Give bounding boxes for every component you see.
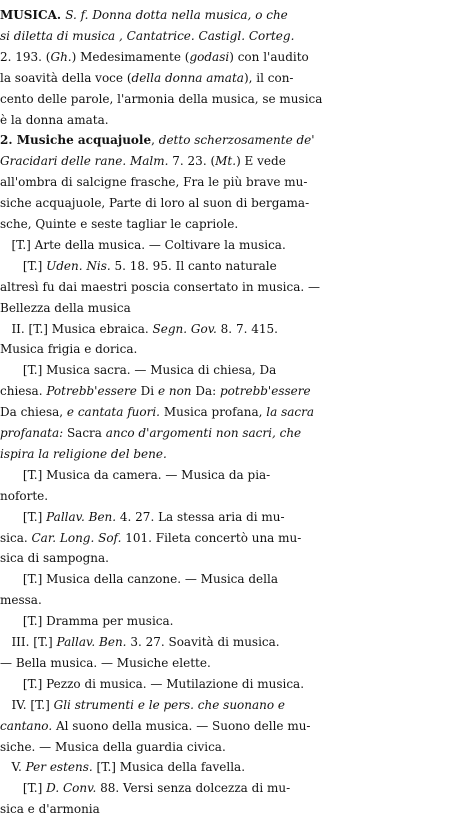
text-run: altresì fu dai maestri poscia consertato in musica. — [0, 279, 321, 294]
text-run: 101. Fileta concertò una mu- [121, 530, 302, 545]
text-run: , [151, 133, 159, 148]
text-run: ispira la religione del bene. [0, 446, 167, 461]
text-run: chiesa. [0, 384, 47, 399]
text-run: sica di sampogna. [0, 551, 109, 566]
text-run: [T.] [0, 781, 47, 796]
text-run: Potrebb'essere [46, 384, 137, 399]
text-run: Gracidari delle rane. Malm. [0, 154, 173, 169]
text-run: noforte. [0, 488, 49, 503]
text-run: la soavità della voce ( [0, 70, 132, 85]
text-run: sica. [0, 530, 32, 545]
text-run: Car. Long. Sof. [31, 530, 122, 545]
text-run: Per estens. [25, 760, 93, 775]
text-run: [T.] Musica della favella. [92, 760, 246, 775]
text-run: 4. 27. La stessa aria di mu- [116, 509, 285, 524]
text-run: ) Medesimamente ( [71, 49, 190, 64]
text-run: è la donna amata. [0, 112, 109, 127]
text-run: Al suono della musica. — Suono delle mu- [52, 718, 311, 733]
text-run: [T.] Musica della canzone. — Musica della [0, 572, 278, 587]
text-run: profanata: [0, 426, 64, 440]
text-run: la sacra [266, 405, 314, 420]
text-run: Mt. [215, 154, 237, 169]
text-run: 2. [0, 133, 17, 148]
text-run: si diletta di musica , Cantatrice. Castigl. Corteg. [0, 28, 295, 43]
text-run: Gli strumenti e le pers. che suonano e [53, 697, 286, 712]
text-run: potrebb'essere [220, 384, 311, 399]
text-run: Da chiesa, [0, 405, 67, 420]
text-run: Bellezza della musica [0, 300, 131, 315]
text-run: cento delle parole, l'armonia della musica, se musica [0, 91, 323, 106]
text-run: 2. 193. ( [0, 49, 51, 64]
text-run: Sacra [63, 426, 106, 440]
text-run: Segn. Gov. [152, 321, 217, 336]
text-run: siche acquajuole, Parte di loro al suon di bergama- [0, 196, 310, 211]
text-run: sica e d'armonia [0, 802, 100, 817]
text-run: siche. — Musica della guardia civica. [0, 739, 226, 754]
text-run: Musica profana, [160, 405, 267, 420]
text-run: godasi [189, 49, 230, 64]
text-run: ) con l'audito [229, 49, 309, 64]
text-run: [T.] Pezzo di musica. — Mutilazione di musica. [0, 676, 305, 691]
text-run: ) E vede [236, 154, 286, 169]
text-run: 7. 23. ( [172, 154, 216, 169]
text-run: 5. 18. 95. Il canto naturale [110, 258, 277, 273]
text-run: e cantata fuori. [66, 405, 160, 420]
text-run: anco d'argomenti non sacri, che [105, 426, 302, 440]
text-run: Di [136, 384, 158, 399]
text-run: 3. 27. Soavità di musica. [126, 635, 280, 649]
text-run: [T.] Dramma per musica. [0, 614, 174, 629]
text-run: MUSICA. [0, 8, 66, 22]
text-run: [T.] Musica da camera. — Musica da pia- [0, 467, 271, 482]
text-run: Pallav. Ben. [56, 635, 127, 649]
text-run: Musica frigia e dorica. [0, 342, 138, 357]
text-run: V. [0, 760, 26, 775]
text-run: ), il con- [243, 70, 294, 85]
text-run: 88. Versi senza dolcezza di mu- [96, 781, 291, 796]
text-run: detto scherzosamente de' [158, 133, 315, 148]
text-run: IV. [T.] [0, 697, 54, 712]
text-run: [T.] [0, 258, 47, 273]
text-run: Da: [191, 384, 220, 399]
text-run: [T.] Musica sacra. — Musica di chiesa, Da [0, 363, 277, 378]
text-run: [T.] [0, 509, 47, 524]
text-run: sche, Quinte e seste tagliar le capriole. [0, 217, 239, 231]
text-run: all'ombra di salcigne frasche, Fra le più brave mu- [0, 175, 308, 190]
text-run: e non [157, 384, 192, 399]
text-run: Gh. [50, 49, 72, 64]
text-run: Uden. Nis. [46, 258, 111, 273]
text-run: Musiche acquajuole [16, 133, 152, 148]
entry-line [0, 796, 469, 822]
text-run: III. [T.] [0, 635, 57, 649]
text-run: [T.] Arte della musica. — Coltivare la musica. [0, 237, 286, 252]
text-run: della donna amata [131, 70, 244, 85]
text-run: messa. [0, 593, 42, 608]
text-run: Pallav. Ben. [46, 509, 117, 524]
text-run: S. f. Donna dotta nella musica, o che [65, 8, 288, 22]
text-run: D. Conv. [46, 781, 97, 796]
text-run: 8. 7. 415. [216, 321, 278, 336]
text-run: cantano. [0, 718, 53, 733]
text-run: — Bella musica. — Musiche elette. [0, 655, 211, 670]
text-run: II. [T.] Musica ebraica. [0, 321, 153, 336]
